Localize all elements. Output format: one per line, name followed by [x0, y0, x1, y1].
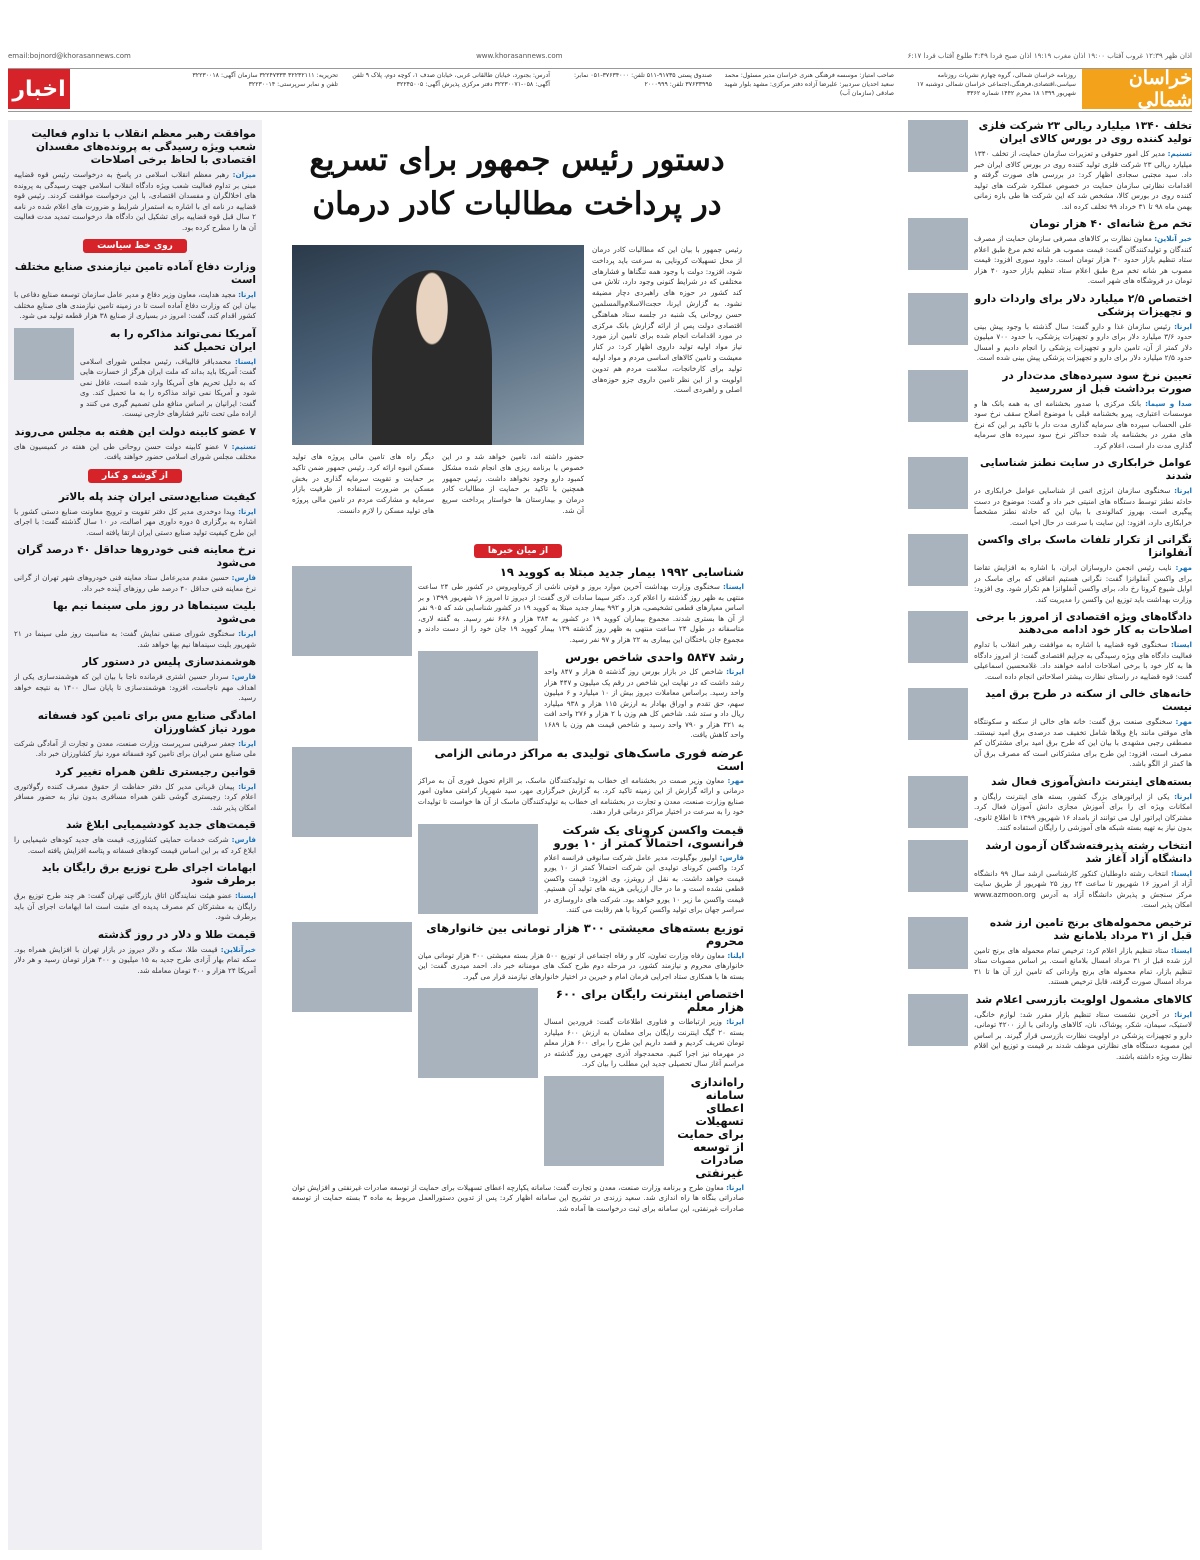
news-text: جعفر سرقینی سرپرست وزارت صنعت، معدن و تجارت از آمادگی شرکت ملی صنایع مس ایران برای تامین کود فسفاته مورد نیاز کشاورزان خبر داد. — [14, 738, 256, 758]
news-source: ایرنا: — [726, 1017, 744, 1026]
news-text: سخنگوی وزارت بهداشت آخرین موارد بروز و فوتی ناشی از کروناویروس در کشور طی ۲۴ ساعت منتهی به ظهر روز گذشته را اعلام کرد. دکتر سیما سادات لاری گفت: از دیروز تا امروز ۱۶ شهریور ۱۳۹۹ و بر اساس معیارهای قطعی تشخیصی، هزار و ۹۹۲ بیمار جدید مبتلا به کووید ۱۹ در کشور شناسایی شد که ۹۰۵ نفر از آن ها بستری شدند. مجموع بیماران کووید ۱۹ در کشور به ۳۸۴ هزار و ۶۶۸ نفر رسید. به گفته لاری، متاسفانه در طول ۲۴ ساعت منتهی به ظهر روز گذشته ۱۳۹ بیمار کووید ۱۹ جان خود را از دست دادند و مجموع جان باختگان این بیماری به ۲۲ هزار و ۹۷ نفر رسید. — [418, 582, 744, 644]
news-title: قوانین رجیستری تلفن همراه تغییر کرد — [55, 765, 256, 778]
news-photo — [908, 994, 968, 1046]
news-text: معاون طرح و برنامه وزارت صنعت، معدن و تجارت گفت: سامانه یکپارچه اعطای تسهیلات برای حمایت از توسعه صادرات غیرنفتی و افزایش توان صادراتی بنگاه ها راه اندازی شد. سعید زرندی در تشریح این سامانه اظهار کرد: پس از تدوین دستورالعمل مربوط به ماده ۳ بسته حمایت از توسعه صادرات غیرنفتی، این سامانه برای ثبت درخواست ها آماده شد. — [292, 1182, 744, 1213]
masthead — [8, 68, 1192, 112]
news-item[interactable] — [292, 824, 744, 916]
news-source: مهر: — [1175, 717, 1192, 726]
news-source: ایرنا: — [238, 781, 256, 791]
news-text: شاخص کل در بازار بورس روز گذشته ۵ هزار و ۸۴۷ واحد رشد داشت که در نهایت این شاخص در رقم یک میلیون و ۴۴۷ هزار واحد رسید. براساس معاملات دیروز بیش از ۱۰ میلیارد و ۶ میلیون سهم، حق تقدم و اوراق بهادار به ارزش ۱۱۵ هزار و ۹۳۸ میلیارد ریال داد و ستد شد. شاخص کل هم وزن با ۲ هزار و ۲۷۶ واحد افت به ۴۲۱ هزار و ۷۹۰ واحد رسید و شاخص قیمت هم وزن با ۱۶۸۹ واحد کاهش یافت. — [544, 667, 744, 739]
newspaper-logo: خراسان شمالی — [1082, 69, 1192, 109]
news-photo — [908, 611, 968, 663]
news-text: شرکت خدمات حمایتی کشاورزی، قیمت های جدید کودهای شیمیایی را ابلاغ کرد که بر این اساس قیمت کودهای فسفاته و پتاسه افزایش یافته است. — [14, 835, 256, 855]
news-source: ایسنا: — [1171, 640, 1192, 649]
news-body — [14, 170, 256, 233]
section-band-label: روی خط سیاست — [83, 239, 187, 253]
news-text: سخنگوی شورای صنفی نمایش گفت: به مناسبت روز ملی سینما در ۲۱ شهریور بلیت سینماها نیم بها خواهد شد. — [14, 629, 256, 649]
news-photo — [908, 534, 968, 586]
news-source: ایرنا: — [726, 1182, 744, 1192]
email-link[interactable]: email:bojnord@khorasannews.com — [8, 52, 131, 60]
news-title: ۷ عضو کابینه دولت این هفته به مجلس می‌روند — [14, 425, 256, 438]
news-body — [14, 891, 256, 923]
news-source: فارس: — [231, 835, 256, 844]
news-body — [974, 1010, 1192, 1063]
news-title: وزارت دفاع آماده تامین نیازمندی صنایع مختلف است — [14, 261, 256, 286]
news-text: رهبر معظم انقلاب اسلامی در پاسخ به درخواست رئیس قوه قضاییه مبنی بر تداوم فعالیت شعب ویژه دادگاه انقلاب اسلامی جهت رسیدگی به پرونده های اخلالگران و مفسدان اقتصادی، با این درخواست موافقت کردند. رئیس قوه قضاییه در نامه ای با اشاره به استمرار شرایط و ضرورت های اعلام شده در نامه ۲ سال قبل قوه قضاییه برای تشکیل این دادگاه ها، درخواست تمدید مدت فعالیت آن ها را مطرح کرده بود. — [14, 170, 256, 232]
news-body — [14, 629, 256, 650]
news-item[interactable] — [908, 994, 1192, 1063]
news-text: یکی از اپراتورهای بزرگ کشور، بسته های اینترنت رایگان و امکانات ویژه ای را برای آموزش مجازی دانش آموزان فعال کرد. مشترکان اپراتور اول می توانند از بامداد ۱۶ شهریور ۱۳۹۹ تا اطلاع ثانوی، بدون نیاز به تهیه بسته شبکه های آموزشی را رایگان استفاده کنند. — [974, 791, 1192, 832]
news-source: ایسنا: — [1171, 868, 1192, 878]
phones-info: تحریریه: ۳۲۲۳۲۱۱۱ ۳۲۲۴۷۳۳۳ سازمان آگهی: ۳۲۲۳۰۰۱۸ تلفن و نمابر سرپرستی: ۳۲۲۳۰۰۱۴ — [192, 72, 338, 88]
owner-info: صاحب امتیاز: موسسه فرهنگی هنری خراسان مدیر مسئول: محمد سعید احدیان سردبیر: علیرضا آزاده دفتر مرکزی: مشهد بلوار شهید صادقی (سازمان آب) — [724, 72, 894, 97]
news-source: تسنیم: — [231, 441, 256, 451]
news-body — [974, 399, 1192, 452]
news-photo — [418, 651, 538, 741]
news-item[interactable] — [908, 776, 1192, 834]
news-source: ایرنا: — [1174, 321, 1192, 331]
news-title: هوشمندسازی پلیس در دستور کار — [82, 656, 256, 668]
news-body — [974, 322, 1192, 364]
news-title: امادگی صنایع مس برای تامین کود فسفاته مورد نیاز کشاورزان — [37, 709, 256, 735]
news-body — [292, 1183, 744, 1215]
news-text: بانک مرکزی با صدور بخشنامه ای به همه بانک ها و موسسات اعتباری، پیرو بخشنامه قبلی با موضوع اصلاح سقف نرخ سود علی الحساب سپرده های سرمایه گذاری مدت دار با تاکید بر این که نرخ های مقرر در بخشنامه یاد شده حداکثر نرخ سود سپرده های سرمایه گذاری مدت دار است، اعلام کرد. — [974, 398, 1192, 450]
news-body — [14, 573, 256, 594]
middle-news-list — [292, 538, 744, 1220]
news-text: عضو هیئت نمایندگان اتاق بازرگانی تهران گفت: هر چند طرح توزیع برق رایگان به مشترکان کم مصرف پدیده ای مثبت است اما ابهامات اجرای آن باید برطرف شود. — [14, 891, 256, 921]
news-title: خانه‌های خالی از سکنه در طرح برق امید نیست — [985, 688, 1192, 713]
news-item[interactable] — [14, 426, 256, 463]
right-news-column — [908, 120, 1192, 1550]
news-item[interactable] — [908, 917, 1192, 988]
news-title: انتخاب رشته پذیرفته‌شدگان آزمون ارشد دانشگاه آزاد آغاز شد — [985, 839, 1192, 865]
news-body — [14, 835, 256, 856]
news-source: خبر آنلاین: — [1154, 234, 1192, 243]
news-body — [14, 507, 256, 539]
news-title: موافقت رهبر معظم انقلاب با تداوم فعالیت شعب ویژه رسیدگی به پرونده‌های مفسدان اقتصادی با لحاظ برخی اصلاحات — [31, 128, 256, 166]
news-source: تسنیم: — [1167, 149, 1192, 158]
news-item[interactable] — [908, 840, 1192, 911]
section-band — [14, 239, 256, 253]
news-text: سخنگوی صنعت برق گفت: خانه های خالی از سکنه و سکونتگاه های موقتی مانند باغ ویلاها شامل تخفیف صد درصدی برق امید نیستند. مصطفی رجبی مشهدی با بیان این که طرح برق امید برای مشترکان کم مصرف است، افزود: این طرح برای مشترکانی است که مصرف برق آن ها کمتر از الگو باشد. — [974, 717, 1192, 768]
news-item[interactable] — [908, 370, 1192, 452]
news-item[interactable] — [292, 1076, 744, 1215]
news-source: فارس: — [231, 672, 256, 681]
news-text: ۷ عضو کابینه دولت حسن روحانی طی این هفته در کمیسیون های مختلف مجلس شورای اسلامی حضور خواهند یافت. — [14, 441, 256, 461]
news-item[interactable] — [292, 747, 744, 818]
lead-intro-text: رئیس جمهور با بیان این که مطالبات کادر درمان از محل تسهیلات کرونایی به سرعت باید پرداخت شود، افزود: دولت با وجود همه تنگناها و فشارهای مختلفی که در شرایط کنونی وجود دارد، تلاش می کند کشور در حوزه های راهبردی دچار مضیقه نشود. به گزارش ایرنا، حجت‌الاسلام‌والمسلمین حسن روحانی یک شنبه در جلسه ستاد هماهنگی اقتصادی دولت پس از ارائه گزارش بانک مرکزی در مورد اقدامات انجام شده برای تامین ارز مورد نیاز مواد اولیه تولید داروی اظهار کرد: در کنار معیشت و تامین کالاهای اساسی مردم و مواد اولیه تولید برای کارخانجات، سلامت مردم هم تدوین اولویت و از این نظر تامین داروی جزو حوزه‌های اصلی و راهبردی است. — [592, 245, 742, 395]
news-text: اولیور بوگیلوت، مدیر عامل شرکت سانوفی فرانسه اعلام کرد: واکسن کرونای تولیدی این شرکت احتمالاً کمتر از ۱۰ یورو قیمت خواهد داشت. به نقل از رویترز، وی افزود: قیمت واکسن قطعی نشده است و ما در حال ارزیابی هزینه های تولید آن هستیم. قیمت واکسن ما زیر ۱۰ یورو خواهد بود. شرکت های داروسازی در سراسر جهان برای تولید واکسن کرونا با هم رقابت می کنند. — [544, 852, 744, 914]
president-figure — [372, 270, 492, 445]
news-title: رشد ۵۸۴۷ واحدی شاخص بورس — [565, 650, 744, 664]
news-item[interactable] — [14, 766, 256, 814]
news-text: انتخاب رشته داوطلبان کنکور کارشناسی ارشد سال ۹۹ دانشگاه آزاد از امروز ۱۶ شهریور تا ساعت ۲۴ روز ۲۵ شهریور از طریق سایت مرکز سنجش و پذیرش دانشگاه آزاد به آدرس www.azmoon.org امکان پذیر است. — [974, 868, 1192, 909]
news-photo — [544, 1076, 664, 1166]
news-item[interactable] — [292, 651, 744, 741]
news-source: ایرنا: — [238, 629, 256, 638]
news-body — [14, 672, 256, 704]
top-info-bar — [8, 52, 1192, 62]
news-photo — [908, 120, 968, 172]
lead-column-1: حضور داشته اند، تامین خواهد شد و در این خصوص با برنامه ریزی های انجام شده مشکل کمبود دارو وجود نخواهد داشت. رئیس جمهور همچنین با تاکید بر حمایت از مطالبات کادر درمان و بیمارستان ها خواستار پرداخت سریع آن شد. — [442, 452, 584, 515]
address-info: آدرس: بجنورد، خیابان طالقانی غربی، خیابان صدف ۱، کوچه دوم، پلاک ۹ تلفن آگهی: ۰۵۸-۳۲۲۳۰۰۷۱ دفتر مرکزی پذیرش آگهی: ۳۲۲۴۵۰۰۵ — [352, 72, 550, 88]
news-title: اختصاص اینترنت رایگان برای ۶۰۰ هزار معلم — [555, 987, 744, 1014]
news-item[interactable] — [908, 120, 1192, 212]
news-body — [974, 563, 1192, 605]
news-title: قیمت واکسن کرونای یک شرکت فرانسوی، احتمالاً کمتر از ۱۰ یورو — [553, 822, 744, 850]
news-item[interactable] — [908, 611, 1192, 682]
news-body — [418, 776, 744, 818]
news-item[interactable] — [14, 328, 256, 420]
news-photo — [908, 457, 968, 509]
news-photo — [292, 747, 412, 837]
news-source: ایرنا: — [238, 290, 256, 299]
news-item[interactable] — [908, 218, 1192, 287]
news-body — [974, 640, 1192, 682]
section-band-label: از میان خبرها — [474, 544, 562, 558]
news-source: ایرنا: — [726, 667, 744, 676]
news-item[interactable] — [14, 600, 256, 650]
news-item[interactable] — [292, 922, 744, 983]
news-body — [974, 149, 1192, 212]
section-band — [14, 469, 256, 483]
news-text: معاون نظارت بر کالاهای مصرفی سازمان حمایت از مصرف کنندگان و تولیدکنندگان گفت: قیمت مصوب هر شانه تخم مرغ طبق اعلام ستاد تنظیم بازار حدود ۴۰ هزار تومان است. داوود سوری افزود: قیمت مصوب هر شانه تخم مرغ طبق اعلام ستاد تنظیم بازار حدود ۴۰ هزار تومان در فروشگاه های شهر است. — [974, 234, 1192, 285]
news-item[interactable] — [908, 293, 1192, 364]
news-text: سخنگوی سازمان انرژی اتمی از شناسایی عوامل خرابکاری در حادثه نطنز توسط دستگاه های امنیتی خبر داد و گفت: موضوع در دست پیگیری است. بهروز کمالوندی با بیان این که حادثه نطنز مشخصاً خرابکاری دارد، افزود: این سایت با سرعت در حال احیا است. — [974, 486, 1192, 527]
news-source: ایرنا: — [238, 738, 256, 748]
news-source: مهر: — [727, 775, 744, 785]
news-text: مجید هدایت، معاون وزیر دفاع و مدیر عامل سازمان توسعه صنایع دفاعی با بیان این که وزارت دفاع آماده است تا در زمینه تامین نیازمندی های صنایع مختلف کشور اقدام کند، گفت: امروز در بسیاری از صنایع ۳۸ هزار قطعه تولید می شود. — [14, 290, 256, 320]
news-title: بسته‌های اینترنت دانش‌آموزی فعال شد — [991, 775, 1192, 788]
news-body — [974, 486, 1192, 528]
news-source: فارس: — [719, 852, 744, 862]
news-photo — [908, 776, 968, 828]
news-title: توزیع بسته‌های معیشتی ۳۰۰ هزار تومانی بین خانوارهای محروم — [426, 920, 744, 948]
news-source: ایرنا: — [1174, 486, 1192, 495]
news-source: صدا و سیما: — [1145, 398, 1192, 408]
news-body — [14, 290, 256, 322]
news-photo — [908, 840, 968, 892]
lead-photo — [292, 245, 584, 445]
lead-column-2: دیگر راه های تامین مالی پروژه های تولید مسکن انبوه ارائه کرد. رئیس جمهور ضمن تاکید بر حمایت و تقویت سرمایه گذاری در بخش مسکن بر ضرورت استفاده از ظرفیت بازار سرمایه و مشارکت مردم در تامین مالی پروژه های تولید مسکن را لازم دانست. — [292, 452, 434, 515]
news-item[interactable] — [14, 261, 256, 322]
issue-info: روزنامه خراسان شمالی، گروه چهارم نشریات روزنامه سیاسی،اقتصادی،فرهنگی،اجتماعی خراسان شمالی دوشنبه ۱۷ شهریور ۱۳۹۹ ۱۸ محرم ۱۴۴۲ شماره ۳۳۶۲ — [916, 72, 1076, 97]
news-title: عوامل خرابکاری در سایت نطنز شناسایی شدند — [980, 457, 1192, 482]
news-source: میزان: — [232, 170, 256, 179]
news-body — [14, 782, 256, 814]
news-body — [974, 717, 1192, 770]
news-title: نرخ معاینه فنی خودروها حداقل ۴۰ درصد گران می‌شود — [17, 544, 256, 569]
news-text: مدیر کل امور حقوقی و تعزیرات سازمان حمایت، از تخلف ۱۳۴۰ میلیارد ریالی ۲۳ شرکت فلزی تولید کننده روی در بورس کالای ایران خبر داد. سید مجتبی سجادی اظهار کرد: در بررسی های صورت گرفته و اقدامات نظارتی سازمان حمایت در خصوص عملکرد شرکت های تولید کننده روی در بورس کالا، مشخص شد که این شرکت ها طی بازه زمانی بهمن ماه ۹۸ تا ۳۱ خرداد ۹۹ تخلف کرده اند. — [974, 149, 1192, 211]
lead-headline[interactable]: دستور رئیس جمهور برای تسریع در پرداخت مطالبات کادر درمان — [309, 142, 725, 222]
news-body — [544, 1017, 744, 1070]
news-item[interactable] — [292, 566, 744, 645]
news-photo — [14, 328, 74, 380]
news-text: حسین مقدم مدیرعامل ستاد معاینه فنی خودروهای شهر تهران از گرانی نرخ معاینه فنی حداقل ۴۰ درصد طی روزهای آینده خبر داد. — [14, 573, 256, 593]
news-item[interactable] — [908, 688, 1192, 770]
contact-info: صندوق پستی ۹۱۷۳۵-۵۱۱ تلفن: ۳۷۶۳۴۰۰۰-۰۵۱ نمابر: ۳۷۶۳۳۹۹۵ تلفن: ۲۰۰۰۹۹۹ — [573, 72, 712, 88]
news-photo — [908, 293, 968, 345]
news-item[interactable] — [14, 128, 256, 233]
news-text: معاون وزیر صمت در بخشنامه ای خطاب به تولیدکنندگان ماسک، بر الزام تحویل فوری آن به مراکز درمانی و ارائه گزارش از این زمینه تاکید کرد. به گزارش خبرگزاری مهر، سید شهریار کرامتی معاون امور صنایع وزارت صنعت، معدن و تجارت در بخشنامه ای خطاب به تولیدکنندگان ماسک از آن ها خواست تا تولیدات خود را به سرعت در اختیار مراکز درمانی قرار دهند. — [418, 775, 744, 816]
news-item[interactable] — [908, 457, 1192, 528]
news-item[interactable] — [14, 656, 256, 704]
news-body — [14, 945, 256, 977]
news-source: ایرنا: — [1174, 1009, 1192, 1019]
news-photo — [292, 566, 412, 656]
section-label: اخبار — [8, 69, 70, 109]
news-source: ایسنا: — [235, 356, 256, 366]
news-photo — [908, 370, 968, 422]
news-source: خبرآنلاین: — [220, 944, 256, 954]
news-text: قیمت طلا، سکه و دلار دیروز در بازار تهران با افزایش همراه بود. سکه تمام بهار آزادی طرح جدید به ۱۵ میلیون و ۴۰۰ هزار تومان رسید و هر دلار آمریکا ۲۴ هزار و ۴۰۰ تومان معامله شد. — [14, 944, 256, 975]
news-title: شناسایی ۱۹۹۲ بیمار جدید مبتلا به کووید ۱۹ — [499, 565, 744, 579]
section-band — [292, 544, 744, 558]
news-photo — [908, 917, 968, 969]
news-title: قیمت‌های جدید کودشیمیایی ابلاغ شد — [65, 819, 256, 831]
news-source: ایلنا: — [727, 950, 744, 960]
news-source: ایرنا: — [1174, 791, 1192, 801]
news-source: ایرنا: — [238, 506, 256, 516]
news-title: تعیین نرخ سود سپرده‌های مدت‌دار در صورت برداشت قبل از سررسید — [1002, 369, 1192, 395]
news-source: مهر: — [1175, 563, 1192, 572]
news-item[interactable] — [14, 491, 256, 539]
news-item[interactable] — [14, 929, 256, 977]
news-photo — [418, 824, 538, 914]
news-title: راه‌اندازی سامانه اعطای تسهیلات برای حمایت از توسعه صادرات غیرنفتی — [677, 1074, 744, 1180]
news-text: معاون رفاه وزارت تعاون، کار و رفاه اجتماعی از توزیع ۵۰۰ هزار بسته معیشتی ۳۰۰ هزار تومانی میان خانوارهای محروم و نیازمند کشور، در مرحله دوم طرح کمک های مومنانه خبر داد. احمد میدری گفت: این بسته ها با همکاری ستاد اجرایی فرمان امام و خیرین در اختیار خانوارهای نیازمند قرار می گیرد. — [418, 950, 744, 981]
news-source: ایسنا: — [235, 891, 256, 900]
news-title: نگرانی از تکرار تلفات ماسک برای واکسن آنفلوانزا — [977, 534, 1192, 559]
news-title: کیفیت صنایع‌دستی ایران چند پله بالاتر — [58, 490, 256, 503]
news-photo — [418, 988, 538, 1078]
news-item[interactable] — [14, 544, 256, 594]
news-body — [418, 951, 744, 983]
news-title: تخم مرغ شانه‌ای ۴۰ هزار تومان — [1029, 218, 1192, 230]
news-item[interactable] — [14, 819, 256, 856]
news-photo — [908, 218, 968, 270]
news-item[interactable] — [908, 534, 1192, 605]
news-body — [974, 946, 1192, 988]
news-title: اختصاص ۲/۵ میلیارد دلار برای واردات دارو و تجهیزات پزشکی — [974, 292, 1192, 318]
news-title: کالاهای مشمول اولویت بازرسی اعلام شد — [975, 993, 1192, 1006]
news-body — [544, 853, 744, 916]
news-title: آمریکا نمی‌تواند مذاکره را به ایران تحمیل کند — [110, 327, 256, 353]
news-body — [14, 442, 256, 463]
news-photo — [292, 922, 412, 1012]
news-title: تخلف ۱۳۴۰ میلیارد ریالی ۲۳ شرکت فلزی تولید کننده روی در بورس کالای ایران — [978, 120, 1192, 145]
news-body — [974, 869, 1192, 911]
news-title: بلیت سینماها در روز ملی سینما نیم بها می‌شود — [53, 600, 256, 625]
news-text: ویدا دوخدری مدیر کل دفتر تقویت و ترویج معاونت صنایع دستی کشور با اشاره به برگزاری ۵ دوره داوری مهر اصالت، در ۱۰ سال گذشته گفت: با اجرای این طرح کیفیت تولید صنایع دستی ایران ارتقا یافته است. — [14, 506, 256, 537]
news-title: ترخیص محموله‌های برنج تامین ارز شده قبل از ۳۱ مرداد بلامانع شد — [989, 916, 1192, 942]
news-text: رئیس سازمان غذا و دارو گفت: سال گذشته با وجود پیش بینی حدود ۳/۶ میلیارد دلار برای دارو و تجهیزات پزشکی، با حدود ۷۰۰ میلیون دلار کمتر از آن، تامین دارو و تجهیزات پزشکی را انجام دادیم و امسال حدود ۲/۵ میلیارد دلار برای دارو و تجهیزات پزشکی پیش بینی شده است. — [974, 321, 1192, 362]
news-title: دادگاه‌های ویژه اقتصادی از امروز با برخی اصلاحات به کار خود ادامه می‌دهند — [975, 611, 1192, 636]
website-link[interactable]: www.khorasannews.com — [476, 52, 563, 60]
prayer-times: اذان ظهر ۱۲:۳۹ غروب آفتاب ۱۹:۰۰ اذان مغرب ۱۹:۱۹ اذان صبح فردا ۴:۴۹ طلوع آفتاب فردا ۶:۱۷ — [907, 52, 1192, 60]
section-band-label: از گوشه و کنار — [88, 469, 182, 483]
news-text: محمدباقر قالیباف، رئیس مجلس شورای اسلامی گفت: آمریکا باید بداند که ملت ایران هرگز از خسارت هایی که به دلیل تحریم های آمریکا وارد شده است، غافل نمی شود و آمریکا نمی تواند مذاکره را به ما تحمیل کند. وی گفت: ایرانیان بر اساس منافع ملی تصمیم گیری می کنند و اراده ملی تحت تاثیر فشارهای خارجی نیست. — [80, 356, 256, 418]
news-text: وزیر ارتباطات و فناوری اطلاعات گفت: فروردین امسال بسته ۲۰ گیگ اینترنت رایگان برای معلمان به ارزش ۶۰۰ میلیارد تومان تعریف کردیم و قصد داریم این طرح را برای ۶۰۰ هزار معلم در مهرماه نیز اجرا کنیم. محمدجواد آذری جهرمی روز گذشته در مراسم آغاز سال تحصیلی جدید این مطلب را بیان کرد. — [544, 1017, 744, 1068]
news-title: قیمت طلا و دلار در روز گذشته — [97, 928, 256, 941]
news-title: عرضه فوری ماسک‌های تولیدی به مراکز درمانی الزامی است — [434, 745, 744, 773]
news-text: در آخرین نشست ستاد تنظیم بازار مقرر شد: لوازم خانگی، لاستیک، سیمان، شکر، پوشاک، نان، کالاهای وارداتی با ارز ۴۲۰۰ تومانی، دارو و تجهیزات پزشکی در اولویت نظارت بازرسی قرار گیرند. بر اساس این مصوبه دستگاه های نظارتی موظف شدند بر قیمت و توزیع این اقلام نظارت ویژه داشته باشند. — [974, 1009, 1192, 1061]
news-text: سخنگوی قوه قضاییه با اشاره به موافقت رهبر انقلاب با تداوم فعالیت دادگاه های ویژه رسیدگی به جرایم اقتصادی گفت: از امروز دادگاه ها به کار خود با برخی اصلاحات ادامه خواهند داد. غلامحسین اسماعیلی گفت: قوه قضاییه در راستای نظارت بیشتر اصلاحاتی انجام داده است. — [974, 640, 1192, 681]
news-body — [418, 582, 744, 645]
news-body — [544, 667, 744, 741]
news-source: فارس: — [231, 573, 256, 582]
news-source: ایسنا: — [723, 582, 744, 591]
news-title: ابهامات اجرای طرح توزیع برق رایگان باید برطرف شود — [41, 862, 256, 887]
news-text: پیمان قربانی مدیر کل دفتر حفاظت از حقوق مصرف کننده رگولاتوری اعلام کرد: رجیستری گوشی تلفن همراه مسافری بدون نیاز به حضور مسافر امکان پذیر شد. — [14, 781, 256, 812]
news-text: نایب رئیس انجمن داروسازان ایران، با اشاره به افزایش تقاضا برای واکسن آنفلوانزا گفت: نگرانی هستیم اتفاقی که برای ماسک در اوایل شیوع کرونا رخ داد، برای واکسن آنفلوانزا هم تکرار شود. وی افزود: وزارت بهداشت باید توزیع این واکسن را مدیریت کند. — [974, 563, 1192, 604]
news-text: سردار حسین اشتری فرمانده ناجا با بیان این که هوشمندسازی یکی از اهداف مهم ناجاست، افزود: هوشمندسازی تا پایان سال ۱۴۰۰ به نتیجه خواهد رسید. — [14, 672, 256, 702]
news-photo — [908, 688, 968, 740]
news-body — [14, 739, 256, 760]
news-source: ایسنا: — [1171, 945, 1192, 955]
news-text: ستاد تنظیم بازار اعلام کرد: ترخیص تمام محموله های برنج تامین ارز شده قبل از ۳۱ مرداد امسال بلامانع است. بر اساس مصوبات ستاد تنظیم بازار، تمام محموله های برنج وارداتی که تامین ارز آن ها تا ۳۱ مرداد امسال صورت گرفته، قابل ترخیص هستند. — [974, 945, 1192, 986]
news-body — [80, 357, 256, 420]
news-body — [974, 234, 1192, 287]
left-news-column — [8, 120, 262, 1550]
news-item[interactable] — [14, 862, 256, 923]
news-body — [974, 792, 1192, 834]
news-item[interactable] — [14, 710, 256, 760]
lead-continued — [292, 452, 584, 522]
